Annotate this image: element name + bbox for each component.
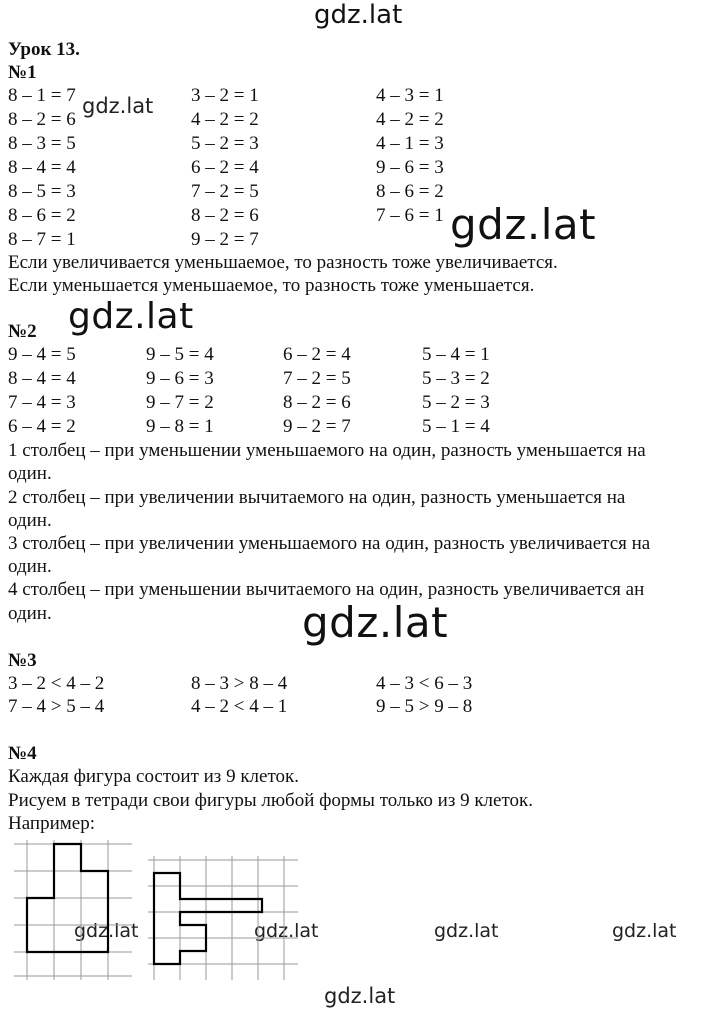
equation: 5 – 3 = 2	[422, 368, 490, 389]
task2-comment-1: 1 столбец – при уменьшении уменьшаемого на один, разность уменьшается на	[8, 440, 646, 461]
equation: 5 – 2 = 3	[422, 392, 490, 413]
equation: 8 – 7 = 1	[8, 229, 76, 250]
equation: 3 – 2 = 1	[191, 85, 259, 106]
equation: 8 – 4 = 4	[8, 157, 76, 178]
task2-column-4	[422, 343, 490, 439]
watermark-fig-3: gdz.lat	[434, 920, 499, 942]
task3-row-2-b: 4 – 2 < 4 – 1	[191, 696, 288, 717]
example-figure-1	[14, 840, 132, 980]
equation: 8 – 2 = 6	[8, 109, 76, 130]
equation: 9 – 6 = 3	[376, 157, 444, 178]
task1-label: №1	[8, 62, 37, 83]
example-figure-2	[148, 856, 298, 980]
task2-column-2	[146, 343, 214, 439]
watermark-bottom: gdz.lat	[324, 984, 396, 1008]
equation: 9 – 7 = 2	[146, 392, 214, 413]
task3-row-1-a: 3 – 2 < 4 – 2	[8, 673, 105, 694]
equation: 9 – 6 = 3	[146, 368, 214, 389]
watermark-large-3: gdz.lat	[302, 598, 449, 647]
watermark-inline: gdz.lat	[82, 94, 154, 118]
task1-note-2: Если уменьшается уменьшаемое, то разность тоже уменьшается.	[8, 275, 535, 296]
task3-row-1-b: 8 – 3 > 8 – 4	[191, 673, 288, 694]
watermark-large-2: gdz.lat	[68, 296, 194, 337]
task2-column-1	[8, 343, 76, 439]
equation: 8 – 4 = 4	[8, 368, 76, 389]
equation: 5 – 1 = 4	[422, 416, 490, 437]
watermark-large-1: gdz.lat	[450, 200, 597, 249]
task3-row-2-a: 7 – 4 > 5 – 4	[8, 696, 105, 717]
task2-comment-4-cont: один.	[8, 603, 52, 624]
equation: 8 – 5 = 3	[8, 181, 76, 202]
equation: 9 – 5 = 4	[146, 344, 214, 365]
equation: 6 – 4 = 2	[8, 416, 76, 437]
equation: 7 – 2 = 5	[191, 181, 259, 202]
task1-column-1	[8, 84, 76, 252]
task2-label: №2	[8, 321, 37, 342]
task2-comment-2: 2 столбец – при увеличении вычитаемого на один, разность уменьшается на	[8, 487, 626, 508]
equation: 6 – 2 = 4	[283, 344, 351, 365]
task2-comment-4: 4 столбец – при уменьшении вычитаемого на один, разность увеличивается ан	[8, 579, 645, 600]
equation: 9 – 4 = 5	[8, 344, 76, 365]
equation: 8 – 2 = 6	[191, 205, 259, 226]
equation: 9 – 8 = 1	[146, 416, 214, 437]
watermark-fig-1: gdz.lat	[74, 920, 139, 942]
task3-row-2-c: 9 – 5 > 9 – 8	[376, 696, 473, 717]
equation: 6 – 2 = 4	[191, 157, 259, 178]
watermark-top: gdz.lat	[314, 0, 403, 30]
equation: 4 – 2 = 2	[191, 109, 259, 130]
equation: 8 – 6 = 2	[376, 181, 444, 202]
equation: 4 – 1 = 3	[376, 133, 444, 154]
task4-line-3: Например:	[8, 813, 95, 834]
equation: 4 – 3 = 1	[376, 85, 444, 106]
equation: 9 – 2 = 7	[283, 416, 351, 437]
task1-column-3	[376, 84, 444, 228]
equation: 5 – 2 = 3	[191, 133, 259, 154]
equation: 8 – 6 = 2	[8, 205, 76, 226]
equation: 4 – 2 = 2	[376, 109, 444, 130]
equation: 5 – 4 = 1	[422, 344, 490, 365]
task2-comment-3-cont: один.	[8, 556, 52, 577]
equation: 7 – 6 = 1	[376, 205, 444, 226]
equation: 8 – 2 = 6	[283, 392, 351, 413]
equation: 8 – 1 = 7	[8, 85, 76, 106]
equation: 7 – 2 = 5	[283, 368, 351, 389]
task3-row-1-c: 4 – 3 < 6 – 3	[376, 673, 473, 694]
task2-comment-1-cont: один.	[8, 463, 52, 484]
task4-label: №4	[8, 743, 37, 764]
task2-comment-2-cont: один.	[8, 510, 52, 531]
task4-line-1: Каждая фигура состоит из 9 клеток.	[8, 766, 299, 787]
task1-column-2	[191, 84, 259, 252]
watermark-fig-2: gdz.lat	[254, 920, 319, 942]
task3-label: №3	[8, 650, 37, 671]
task2-comment-3: 3 столбец – при увеличении уменьшаемого на один, разность увеличивается на	[8, 533, 651, 554]
task1-note-1: Если увеличивается уменьшаемое, то разность тоже увеличивается.	[8, 252, 558, 273]
equation: 9 – 2 = 7	[191, 229, 259, 250]
task4-line-2: Рисуем в тетради свои фигуры любой формы только из 9 клеток.	[8, 790, 534, 811]
watermark-fig-4: gdz.lat	[612, 920, 677, 942]
task2-column-3	[283, 343, 351, 439]
lesson-title: Урок 13.	[8, 39, 80, 60]
equation: 7 – 4 = 3	[8, 392, 76, 413]
equation: 8 – 3 = 5	[8, 133, 76, 154]
